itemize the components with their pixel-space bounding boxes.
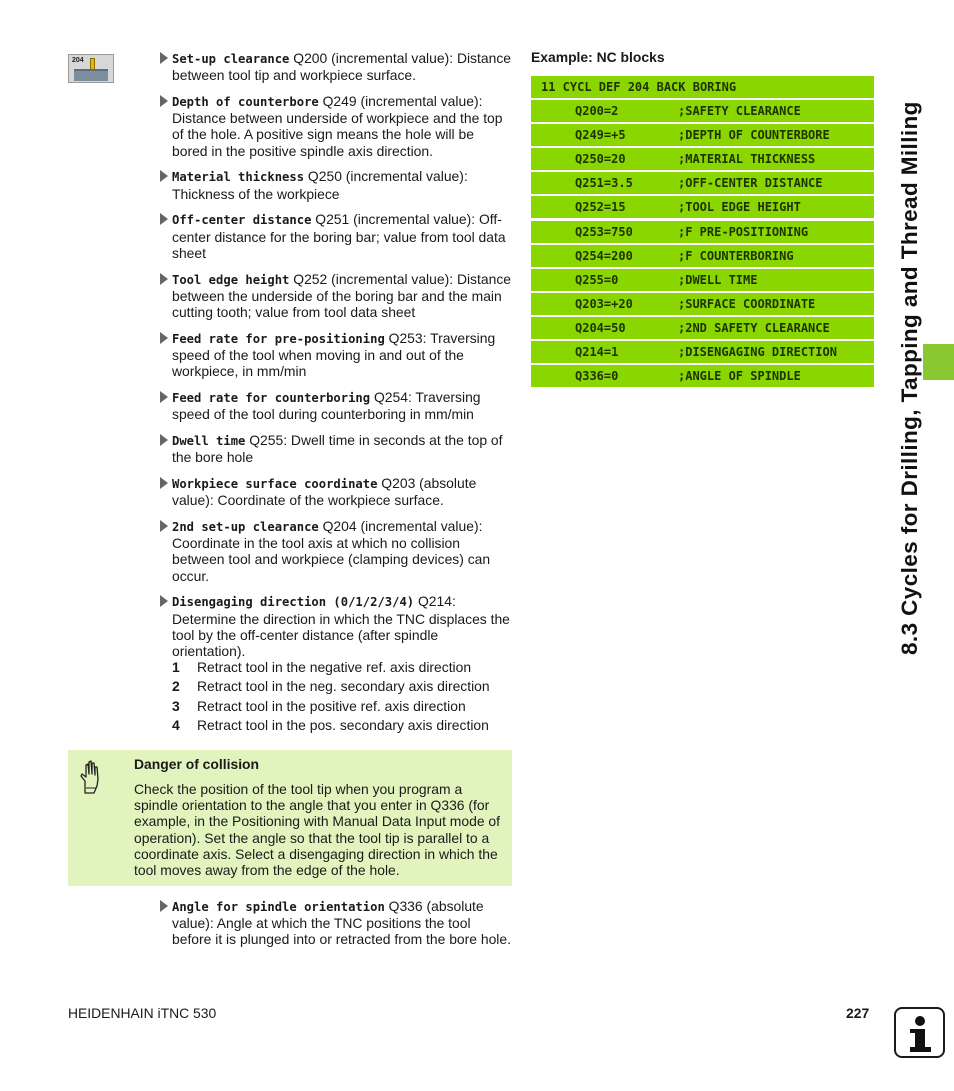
parameter-description: Q204 (incremental value): Coordinate in the tool axis at which no collision between tool and workpiece (clamping devices) can occur.	[172, 518, 491, 584]
option-text: Retract tool in the pos. secondary axis direction	[197, 716, 489, 733]
parameter-description: Q336 (absolute value): Angle at which the TNC positions the tool before it is plunged into or retracted from the bore hole.	[172, 898, 511, 948]
option-number: 1	[172, 659, 180, 675]
parameter-description: Q203 (absolute value): Coordinate of the workpiece surface.	[172, 475, 477, 509]
parameter-description: Q214: Determine the direction in which the TNC displaces the tool by the off-center distance (after spindle orientation).	[172, 593, 510, 660]
parameter-description: Q249 (incremental value): Distance between underside of workpiece and the top of the hole. A positive sign means the hole will be bored in the positive spindle axis direction.	[172, 93, 503, 159]
bullet-triangle-icon	[160, 477, 168, 489]
nc-param: Q336=0	[575, 369, 619, 384]
footer-manual-name: HEIDENHAIN iTNC 530	[68, 1005, 217, 1021]
nc-row	[531, 245, 874, 267]
bullet-triangle-icon	[160, 52, 168, 64]
nc-row	[531, 293, 874, 315]
nc-comment: ;DWELL TIME	[678, 272, 758, 287]
option-item	[172, 677, 517, 696]
cycle-204-icon	[68, 54, 114, 83]
nc-comment: ;SAFETY CLEARANCE	[678, 104, 801, 119]
disengaging-options-list	[172, 658, 517, 735]
parameter-name: Workpiece surface coordinate	[172, 477, 378, 492]
parameter-item	[158, 93, 513, 159]
nc-row	[531, 269, 874, 291]
nc-blocks-table	[531, 76, 874, 389]
hand-warning-icon	[77, 759, 103, 795]
parameter-name: Angle for spindle orientation	[172, 900, 385, 914]
bullet-triangle-icon	[160, 213, 168, 225]
nc-comment: ;F COUNTERBORING	[678, 248, 794, 263]
option-text: Retract tool in the negative ref. axis direction	[197, 659, 472, 675]
cycle-number: 204	[72, 57, 84, 64]
parameter-item	[158, 168, 513, 201]
nc-param: Q252=15	[575, 200, 626, 215]
nc-comment: ;TOOL EDGE HEIGHT	[678, 200, 801, 215]
parameter-item	[158, 518, 513, 584]
nc-param: Q200=2	[575, 104, 619, 119]
nc-row	[531, 172, 874, 194]
bullet-triangle-icon	[160, 332, 168, 344]
nc-comment: ;SURFACE COORDINATE	[678, 296, 816, 311]
parameter-description: Q255: Dwell time in seconds at the top of the bore hole	[172, 432, 503, 466]
parameter-name: Feed rate for counterboring	[172, 391, 371, 406]
parameter-description: Q250 (incremental value): Thickness of the workpiece	[172, 168, 468, 202]
nc-param: Q255=0	[575, 272, 619, 287]
parameter-description: Q254: Traversing speed of the tool during counterboring in mm/min	[172, 389, 481, 423]
note-title: Danger of collision	[134, 756, 260, 772]
parameter-name: Tool edge height	[172, 272, 290, 287]
page-number: 227	[846, 1005, 870, 1021]
parameter-name: Depth of counterbore	[172, 95, 319, 109]
parameter-name: Off-center distance	[172, 213, 312, 228]
bullet-triangle-icon	[160, 520, 168, 532]
bullet-triangle-icon	[160, 391, 168, 403]
parameter-name: Dwell time	[172, 434, 246, 449]
nc-param: Q251=3.5	[575, 176, 633, 191]
parameter-name: Feed rate for pre-positioning	[172, 331, 385, 346]
nc-param: Q204=50	[575, 320, 626, 335]
nc-comment: ;DEPTH OF COUNTERBORE	[678, 128, 830, 143]
nc-param: Q253=750	[575, 224, 633, 239]
option-number: 2	[172, 678, 180, 695]
info-icon	[894, 1007, 945, 1058]
nc-param: Q249=+5	[575, 128, 626, 143]
parameter-item	[158, 50, 513, 83]
parameter-item	[158, 389, 513, 422]
nc-comment: ;F PRE-POSITIONING	[678, 224, 809, 239]
parameter-item	[158, 898, 513, 948]
nc-row	[531, 124, 874, 146]
nc-row	[531, 341, 874, 363]
option-number: 3	[172, 697, 180, 714]
nc-param: Q250=20	[575, 152, 626, 167]
bullet-triangle-icon	[160, 434, 168, 446]
bullet-triangle-icon	[160, 595, 168, 607]
nc-header-row	[531, 76, 874, 98]
option-text: Retract tool in the neg. secondary axis direction	[197, 678, 490, 695]
parameter-item	[158, 432, 513, 465]
workpiece-graphic	[74, 69, 108, 81]
nc-row	[531, 221, 874, 243]
nc-param: Q214=1	[575, 345, 619, 360]
info-dot	[915, 1016, 925, 1026]
parameter-name: Disengaging direction (0/1/2/3/4)	[172, 595, 415, 610]
info-base	[910, 1047, 931, 1052]
parameter-list	[158, 50, 513, 669]
nc-comment: ;2ND SAFETY CLEARANCE	[678, 320, 830, 335]
parameter-item	[158, 593, 513, 659]
nc-row	[531, 196, 874, 218]
nc-param: Q203=+20	[575, 296, 633, 311]
parameter-item	[158, 211, 513, 261]
parameter-description: Q252 (incremental value): Distance between the underside of the boring bar and the main cutting tooth; value from tool data sheet	[172, 270, 511, 321]
bullet-triangle-icon	[160, 95, 168, 107]
example-title: Example: NC blocks	[531, 49, 665, 65]
parameter-item	[158, 475, 513, 508]
option-item	[172, 658, 517, 677]
nc-comment: ;MATERIAL THICKNESS	[678, 152, 816, 167]
option-number: 4	[172, 716, 180, 733]
parameter-description: Q253: Traversing speed of the tool when moving in and out of the workpiece, in mm/min	[172, 329, 496, 380]
collision-warning-note	[68, 750, 512, 886]
option-text: Retract tool in the positive ref. axis direction	[197, 697, 466, 714]
note-body: Check the position of the tool tip when you program a spindle orientation to the angle that you enter in Q336 (for example, in the Positioning with Manual Data Input mode of operation). Set the angle so that the tool tip is parallel to a coordinate axis. Select a disengaging direction in which the tool moves away from the edge of the hole.	[134, 781, 500, 879]
nc-row	[531, 317, 874, 339]
parameter-name: Material thickness	[172, 170, 305, 185]
bullet-triangle-icon	[160, 273, 168, 285]
nc-comment: ;OFF-CENTER DISTANCE	[678, 176, 823, 191]
nc-row	[531, 100, 874, 122]
parameter-item	[158, 330, 513, 380]
nc-row	[531, 148, 874, 170]
option-item	[172, 697, 517, 716]
nc-row	[531, 365, 874, 387]
nc-comment: ;DISENGAGING DIRECTION	[678, 345, 837, 360]
nc-param: Q254=200	[575, 248, 633, 263]
bullet-triangle-icon	[160, 170, 168, 182]
parameter-name: 2nd set-up clearance	[172, 520, 319, 535]
parameter-description: Q200 (incremental value): Distance between tool tip and workpiece surface.	[172, 50, 511, 84]
chapter-side-title: 8.3 Cycles for Drilling, Tapping and Thread Milling	[897, 101, 922, 655]
chapter-tab-marker	[923, 344, 954, 380]
parameter-list-continued	[158, 898, 513, 957]
nc-header-text: 11 CYCL DEF 204 BACK BORING	[541, 80, 737, 94]
parameter-name: Set-up clearance	[172, 52, 290, 66]
bullet-triangle-icon	[160, 900, 168, 912]
parameter-item	[158, 271, 513, 321]
parameter-description: Q251 (incremental value): Off-center distance for the boring bar; value from tool data sheet	[172, 211, 506, 261]
option-item	[172, 716, 517, 735]
nc-comment: ;ANGLE OF SPINDLE	[678, 369, 801, 384]
